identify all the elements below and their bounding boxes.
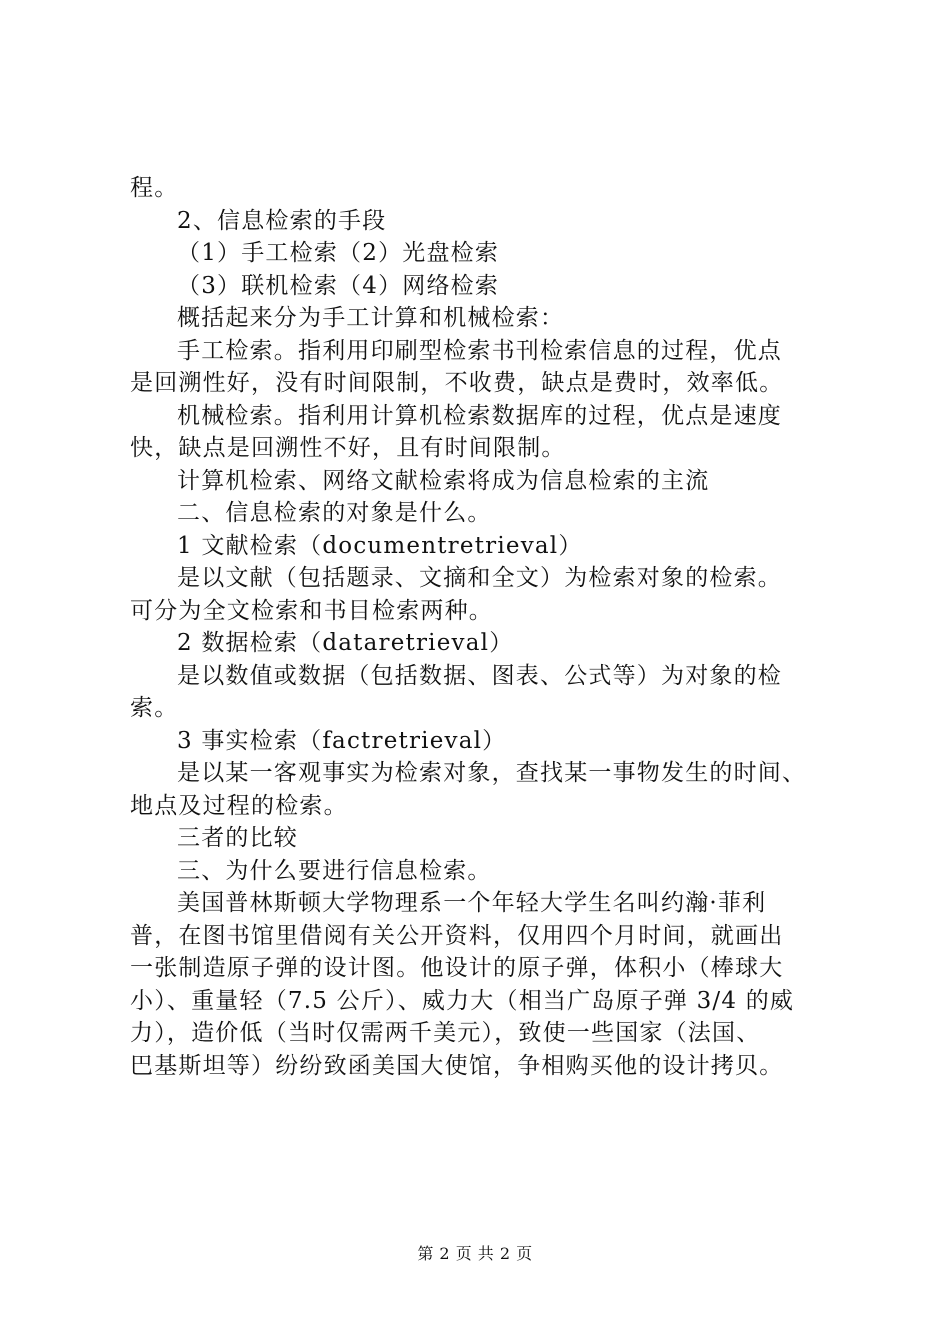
text-line: 手工检索。指利用印刷型检索书刊检索信息的过程，优点: [177, 337, 782, 364]
text-line: 小）、重量轻（7.5 公斤）、威力大（相当广岛原子弹 3/4 的威: [130, 987, 795, 1014]
text-line: 机械检索。指利用计算机检索数据库的过程，优点是速度: [177, 402, 782, 429]
text-line: （3）联机检索（4）网络检索: [177, 272, 500, 299]
text-line: 快，缺点是回溯性不好，且有时间限制。: [130, 435, 566, 461]
text-line: 巴基斯坦等）纷纷致函美国大使馆，争相购买他的设计拷贝。: [130, 1052, 784, 1079]
text-line: 地点及过程的检索。: [130, 792, 348, 819]
page-number: 第 2 页 共 2 页: [417, 1244, 533, 1263]
text-line: 是以数值或数据（包括数据、图表、公式等）为对象的检: [177, 662, 782, 689]
text-line: 概括起来分为手工计算和机械检索：: [177, 305, 565, 331]
document-body: [130, 172, 830, 1082]
text-line: 程。: [130, 175, 179, 201]
text-line: 索。: [130, 695, 179, 721]
text-line: 美国普林斯顿大学物理系一个年轻大学生名叫约瀚·菲利: [177, 890, 767, 916]
text-line: 普，在图书馆里借阅有关公开资料，仅用四个月时间，就画出: [130, 922, 784, 949]
subsection-heading: 3 事实检索（factretrieval）: [177, 727, 507, 754]
page-footer: [0, 1244, 950, 1264]
text-line: 是回溯性好，没有时间限制，不收费，缺点是费时，效率低。: [130, 370, 784, 396]
text-line: 力），造价低（当时仅需两千美元），致使一些国家（法国、: [130, 1020, 761, 1046]
text-line: 是以某一客观事实为检索对象，查找某一事物发生的时间、: [177, 760, 807, 786]
text-line: 计算机检索、网络文献检索将成为信息检索的主流: [177, 467, 710, 494]
text-line: 是以文献（包括题录、文摘和全文）为检索对象的检索。: [177, 565, 782, 591]
section-heading: 2、信息检索的手段: [177, 207, 387, 234]
text-line: 可分为全文检索和书目检索两种。: [130, 597, 493, 624]
text-line: 一张制造原子弹的设计图。他设计的原子弹，体积小（棒球大: [130, 955, 784, 981]
section-heading: 二、信息检索的对象是什么。: [177, 500, 492, 526]
subsection-heading: 2 数据检索（dataretrieval）: [177, 630, 514, 656]
section-heading: 三、为什么要进行信息检索。: [177, 857, 492, 884]
text-line: （1）手工检索（2）光盘检索: [177, 240, 500, 266]
text-line: 三者的比较: [177, 825, 298, 851]
subsection-heading: 1 文献检索（documentretrieval）: [177, 532, 583, 559]
